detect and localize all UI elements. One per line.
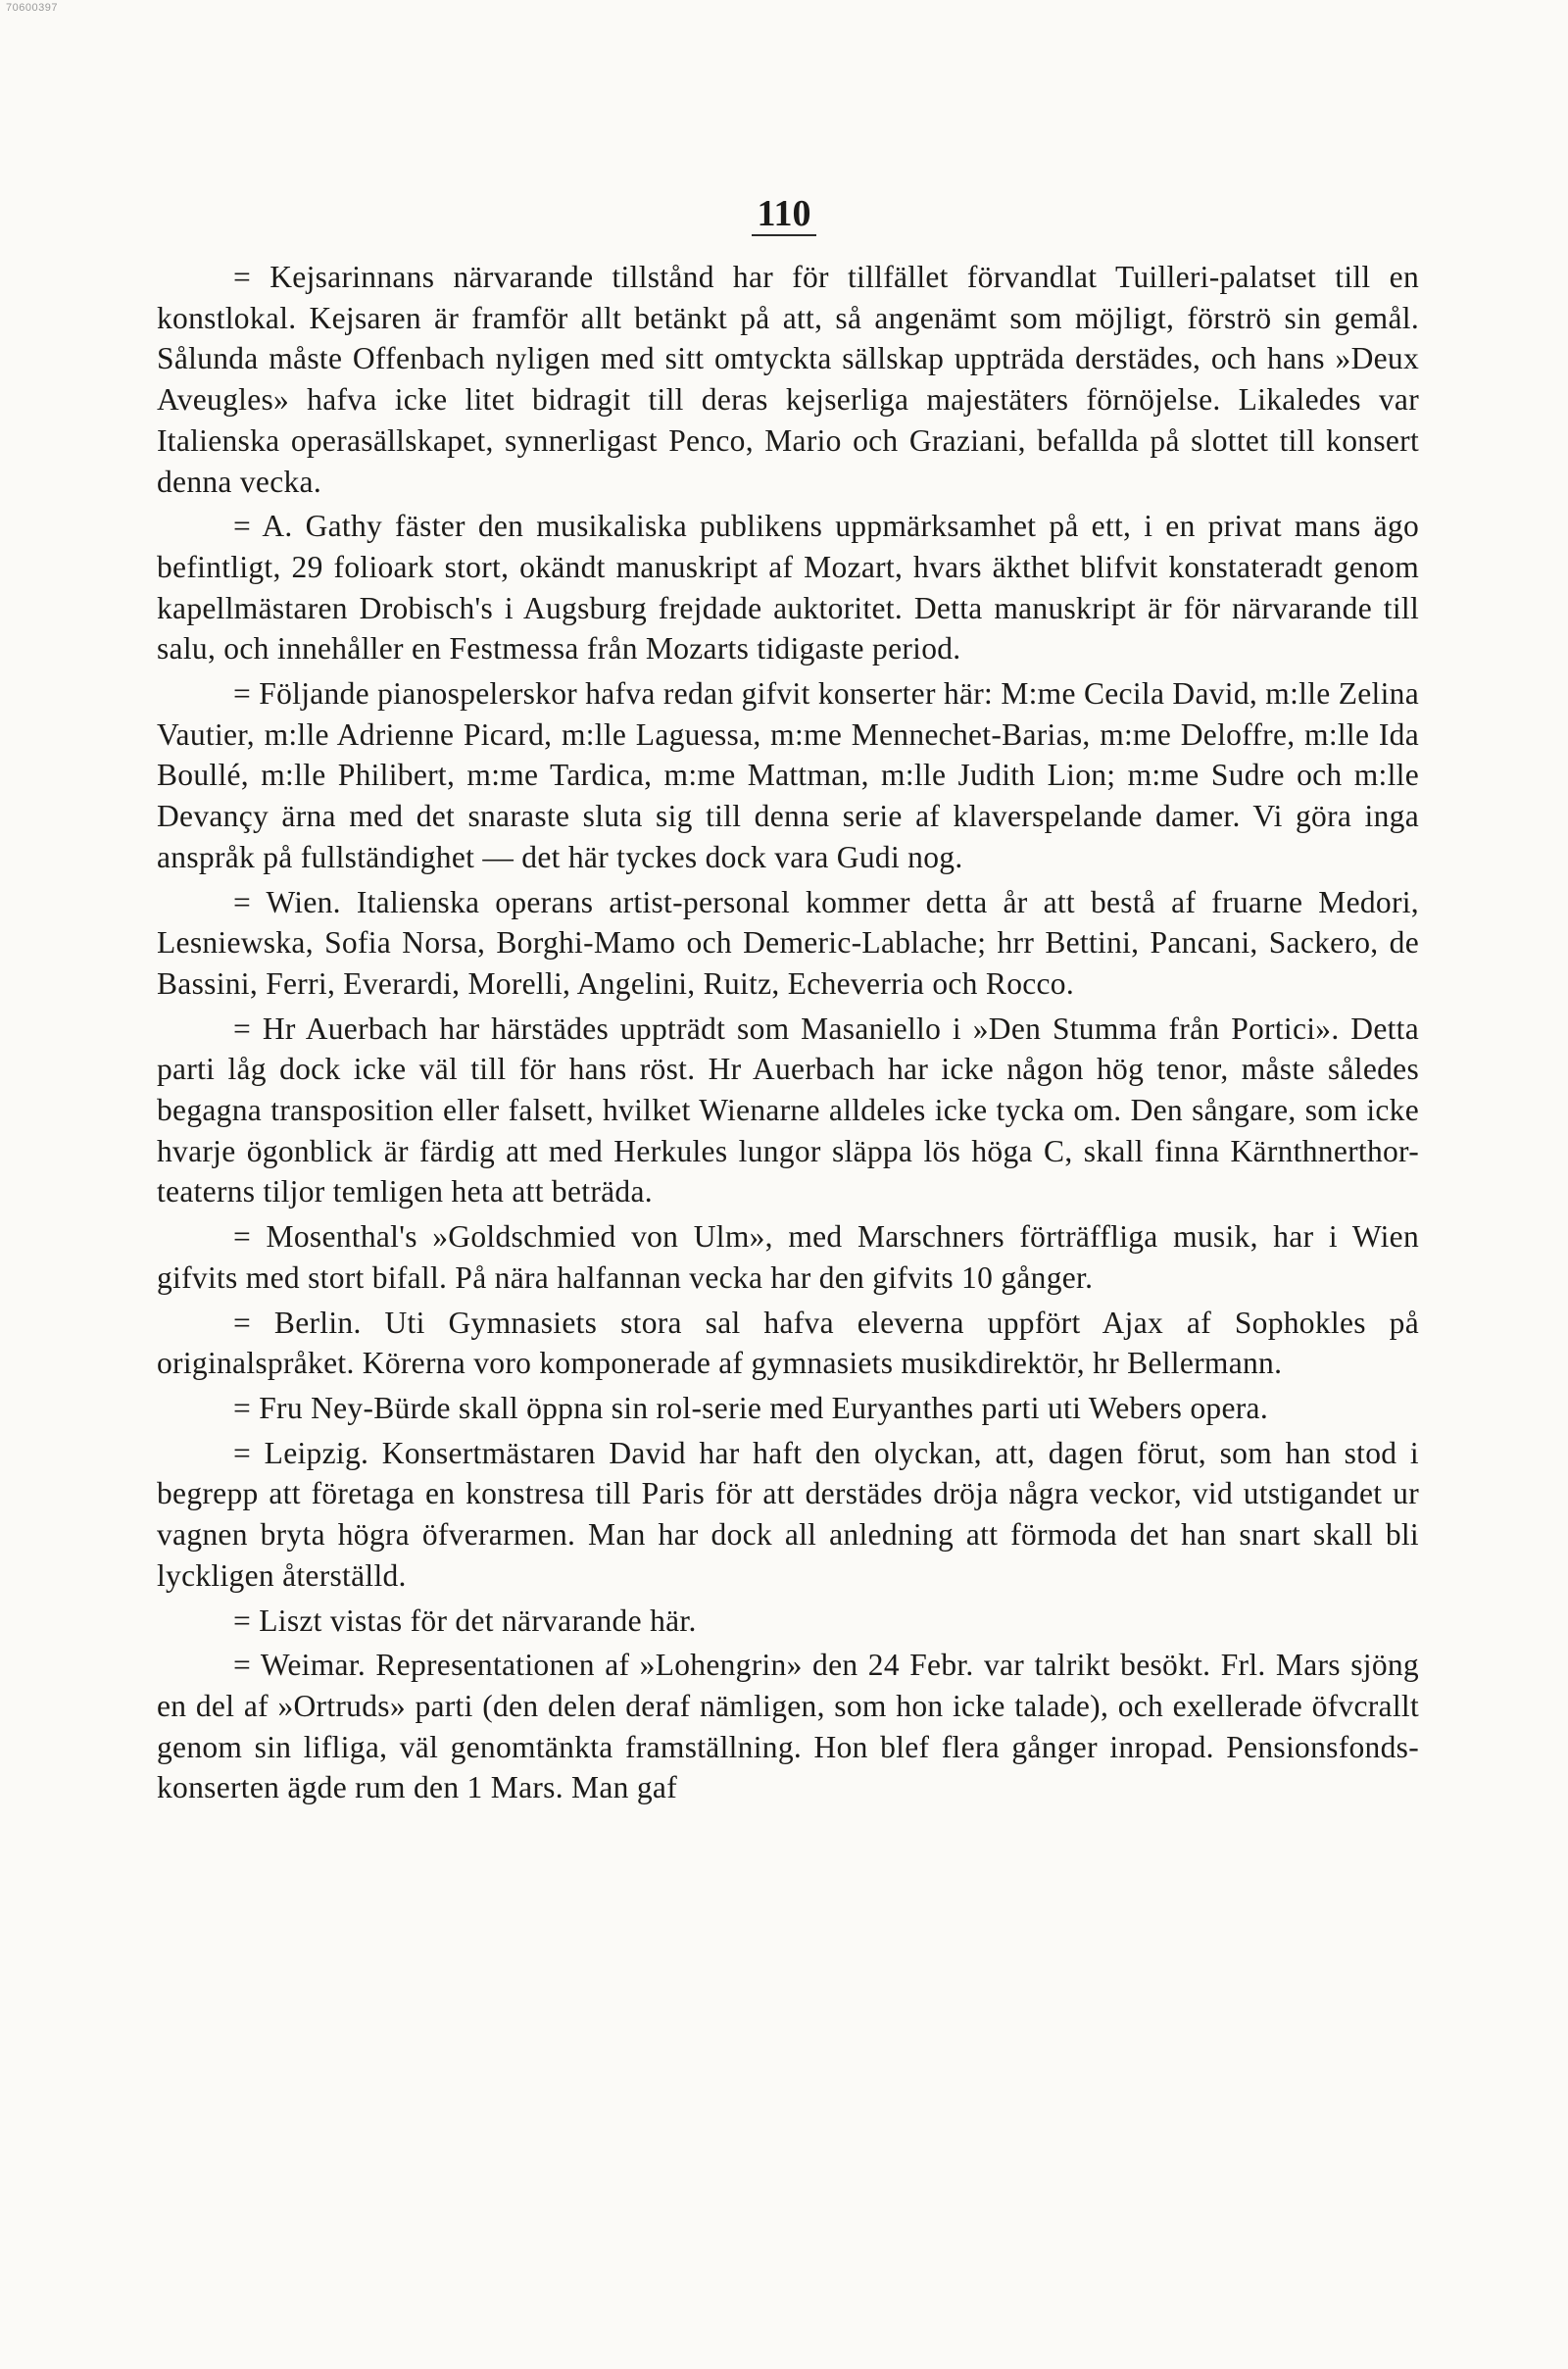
text-column (157, 257, 1419, 1812)
paragraph-wien-opera: = Wien. Italienska operans artist-personal kommer detta år att bestå af fruarne Medori, Lesniewska, Sofia Norsa, Borghi-Mamo och Demeric-Lablache; hrr Bettini, Pancani, Sackero, de Bassini, Ferri, Everardi, Morelli, Angelini, Ruitz, Echeverria och Rocco. (157, 884, 1419, 1001)
paragraph-ney-burde: = Fru Ney-Bürde skall öppna sin rol-serie med Euryanthes parti uti Webers opera. (233, 1390, 1268, 1425)
paragraph-liszt: = Liszt vistas för det närvarande här. (233, 1603, 697, 1638)
page-number-text: 110 (752, 193, 817, 236)
paragraph-pianists: = Följande pianospelerskor hafva redan gifvit konserter här: M:me Cecila David, m:lle Zelina Vautier, m:lle Adrienne Picard, m:lle Laguessa, m:me Mennechet-Barias, m:me Deloffre, m:lle Ida Boullé, m:lle Philibert, m:me Tardica, m:me Mattman, m:lle Judith Lion; m:me Sudre och m:lle Devançy ärna med det snaraste sluta sig till denna serie af klaverspelande damer. Vi göra inga anspråk på fullständighet — det här tyckes dock vara Gudi nog. (157, 676, 1419, 874)
paragraph-tuileries: = Kejsarinnans närvarande tillstånd har för tillfället förvandlat Tuilleri-palatset till en konstlokal. Kejsaren är framför allt betänkt på att, så angenämt som möjligt, förströ sin gemål. Sålunda måste Offenbach nyligen med sitt omtyckta sällskap uppträda derstädes, och hans »Deux Aveugles» hafva icke litet bidragit till deras kejserliga majestäters förnöjelse. Likaledes var Italienska operasällskapet, synnerligast Penco, Mario och Graziani, befallda på slottet till konsert denna vecka. (157, 260, 1419, 499)
paragraph-auerbach: = Hr Auerbach har härstädes uppträdt som Masaniello i »Den Stumma från Portici». Detta parti låg dock icke väl till för hans röst. Hr Auerbach har icke någon hög tenor, måste således begagna transposition eller falsett, hvilket Wienarne alldeles icke tycka om. Den sångare, som icke hvarje ögonblick är färdig att med Herkules lungor släppa lös höga C, skall finna Kärnthnerthor-teaterns tiljor temligen heta att beträda. (157, 1011, 1419, 1209)
paragraph-mosenthal: = Mosenthal's »Goldschmied von Ulm», med Marschners förträffliga musik, har i Wien gifvits med stort bifall. På nära halfannan vecka har den gifvits 10 gånger. (157, 1219, 1419, 1295)
page-number (0, 192, 1568, 235)
paragraph-leipzig: = Leipzig. Konsertmästaren David har haft den olyckan, att, dagen förut, som han stod i begrepp att företaga en konstresa till Paris för att derstädes dröja några veckor, vid utstigandet ur vagnen bryta högra öfverarmen. Man har dock all anledning att förmoda det han snart skall bli lyckligen återställd. (157, 1435, 1419, 1593)
paragraph-weimar: = Weimar. Representationen af »Lohengrin» den 24 Febr. var talrikt besökt. Frl. Mars sjöng en del af »Ortruds» parti (den delen deraf nämligen, som hon icke talade), och exellerade öfvcrallt genom sin lifliga, väl genomtänkta framställning. Hon blef flera gånger inropad. Pensionsfonds-konserten ägde rum den 1 Mars. Man gaf (157, 1648, 1419, 1805)
paragraph-berlin: = Berlin. Uti Gymnasiets stora sal hafva eleverna uppfört Ajax af Sophokles på originalspråket. Körerna voro komponerade af gymnasiets musikdirektör, hr Bellermann. (157, 1305, 1419, 1381)
paragraph-mozart-manuscript: = A. Gathy fäster den musikaliska publikens uppmärksamhet på ett, i en privat mans ägo befintligt, 29 folioark stort, okändt manuskript af Mozart, hvars äkthet blifvit konstateradt genom kapellmästaren Drobisch's i Augsburg frejdade auktoritet. Detta manuskript är för närvarande till salu, och innehåller en Festmessa från Mozarts tidigaste period. (157, 509, 1419, 666)
catalog-id: 70600397 (6, 2, 58, 14)
